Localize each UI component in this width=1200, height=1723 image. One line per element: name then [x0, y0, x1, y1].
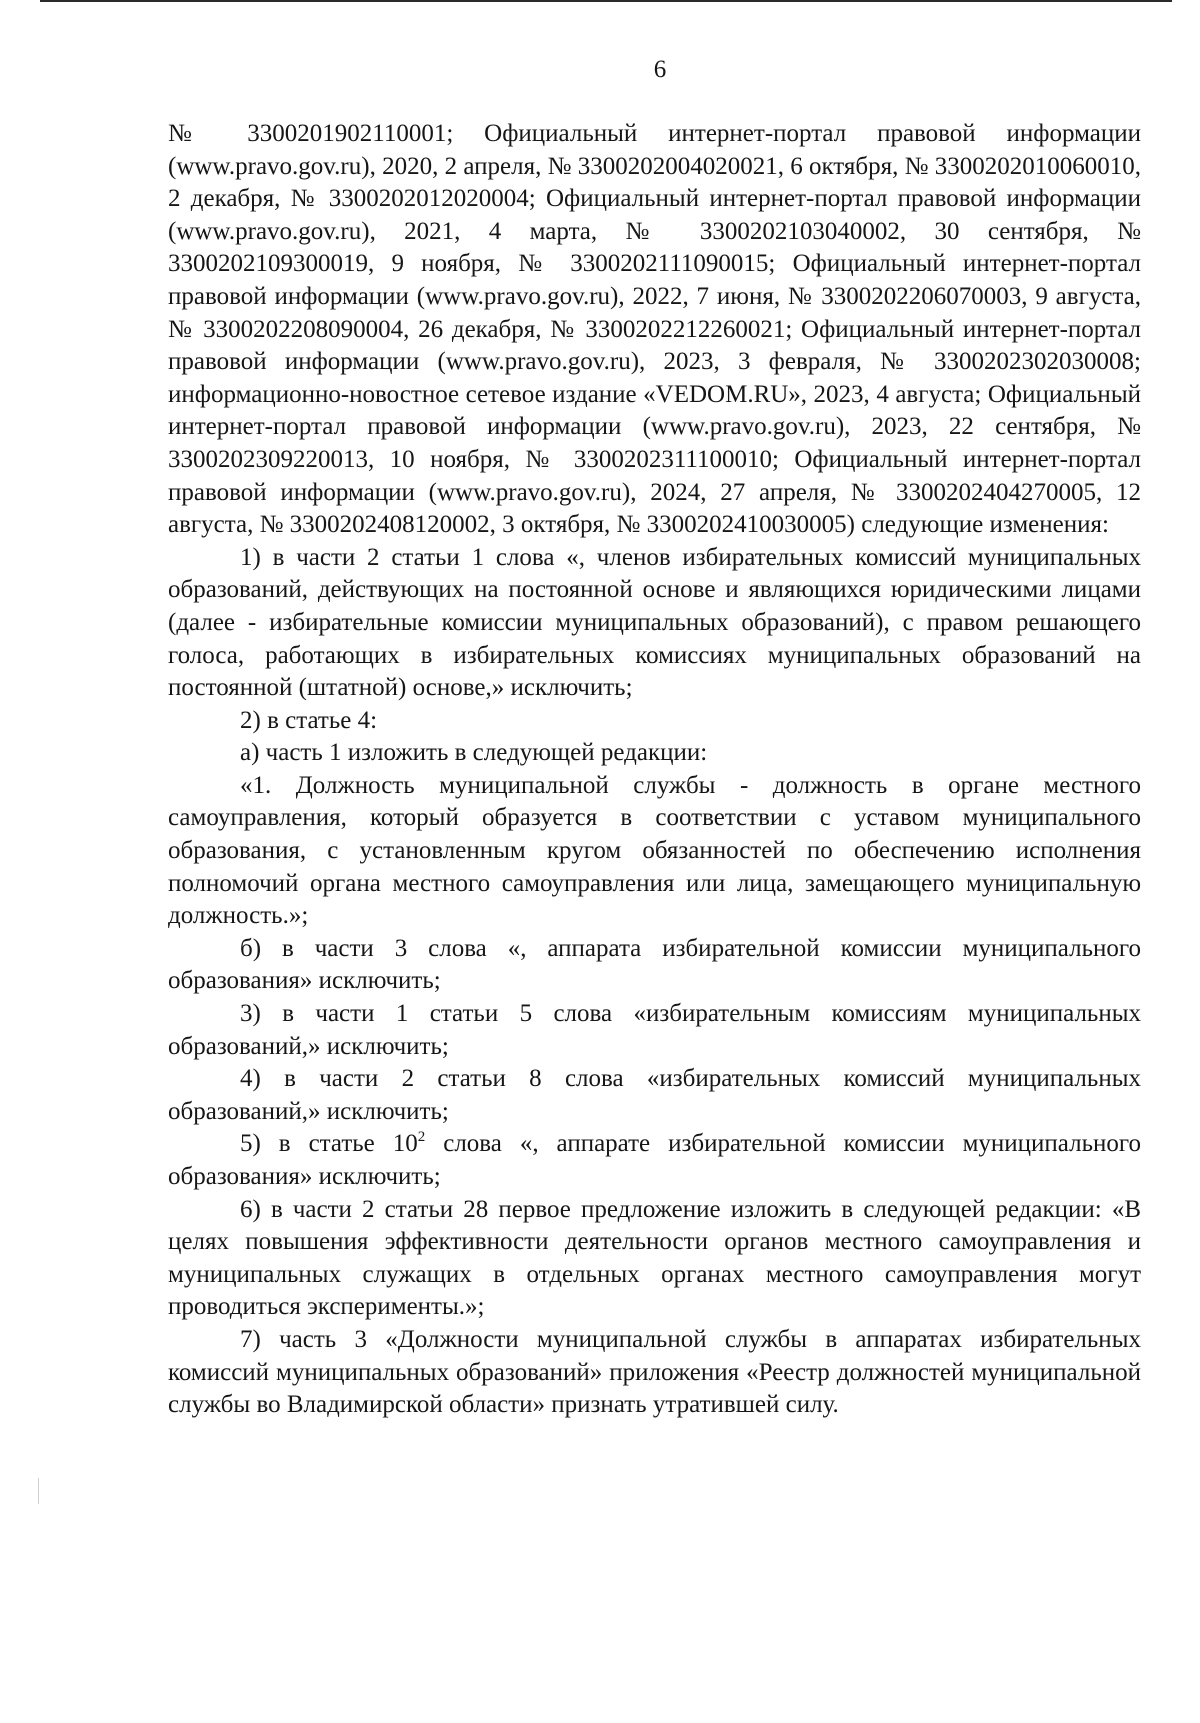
paragraph-item-2a: а) часть 1 изложить в следующей редакции:: [240, 739, 708, 767]
paragraph-item-5: [168, 1128, 1141, 1193]
page-top-edge: [40, 0, 1172, 2]
paragraph-item-4: 4) в части 2 статьи 8 слова «избирательных комиссий муниципальных образований,» исключить;: [168, 1065, 1141, 1125]
page-number: 6: [653, 56, 667, 83]
paragraph-item-3: 3) в части 1 статьи 5 слова «избирательным комиссиям муниципальных образований,» исключить;: [168, 1000, 1141, 1060]
paragraph-item-2b: б) в части 3 слова «, аппарата избирательной комиссии муниципального образования» исключить;: [168, 934, 1141, 995]
paragraph-item-5-start: 5) в статье 10: [240, 1130, 418, 1158]
scan-artifact-mark: [38, 1478, 39, 1504]
paragraph-item-1: 1) в части 2 статьи 1 слова «, членов избирательных комиссий муниципальных образований, действующих на постоянной основе и являющихся юридическими лицами (далее - избирательные комиссии муниципальных образований), с правом решающего голоса, работающих в избирательных комиссиях муниципальных образований на постоянной (штатной) основе,» исключить;: [168, 543, 1141, 702]
paragraph-item-5-end: слова «, аппарате избирательной комиссии муниципального образования» исключить;: [168, 1130, 1141, 1190]
paragraph-item-2: 2) в статье 4:: [240, 706, 378, 734]
paragraph-sources-list: № 3300201902110001; Официальный интернет-портал правовой информации (www.pravo.gov.ru), 2020, 2 апреля, № 3300202004020021, 6 октября, № 3300202010060010, 2 декабря, № 3300202012020004; Официальный интернет-портал правовой информации (www.pravo.gov.ru), 2021, 4 марта, № 3300202103040002, 30 сентября, № 3300202109300019, 9 ноября, № 3300202111090015; Официальный интернет-портал правовой информации (www.pravo.gov.ru), 2022, 7 июня, № 3300202206070003, 9 августа, № 3300202208090004, 26 декабря, № 3300202212260021; Официальный интернет-портал правовой информации (www.pravo.gov.ru), 2023, 3 февраля, № 3300202302030008; информационно-новостное сетевое издание «VEDOM.RU», 2023, 4 августа; Официальный интернет-портал правовой информации (www.pravo.gov.ru), 2023, 22 сентября, № 3300202309220013, 10 ноября, № 3300202311100010; Официальный интернет-портал правовой информации (www.pravo.gov.ru), 2024, 27 апреля, № 3300202404270005, 12 августа, № 3300202408120002, 3 октября, № 3300202410030005) следующие изменения:: [168, 120, 1141, 539]
paragraph-item-2a-quote: «1. Должность муниципальной службы - должность в органе местного самоуправления, который образуется в соответствии с уставом муниципального образования, с установленным кругом обязанностей по обеспечению исполнения полномочий органа местного самоуправления или лица, замещающего муниципальную должность.»;: [168, 771, 1141, 930]
paragraph-item-6: 6) в части 2 статьи 28 первое предложение изложить в следующей редакции: «В целях повышения эффективности деятельности органов местного самоуправления и муниципальных служащих в отдельных органах местного самоуправления могут проводиться эксперименты.»;: [168, 1195, 1141, 1321]
document-body: [168, 118, 1141, 1422]
superscript-article-number: 2: [417, 1129, 426, 1146]
paragraph-item-7: 7) часть 3 «Должности муниципальной службы в аппаратах избирательных комиссий муниципальных образований» приложения «Реестр должностей муниципальной службы во Владимирской области» признать утратившей силу.: [168, 1325, 1141, 1419]
